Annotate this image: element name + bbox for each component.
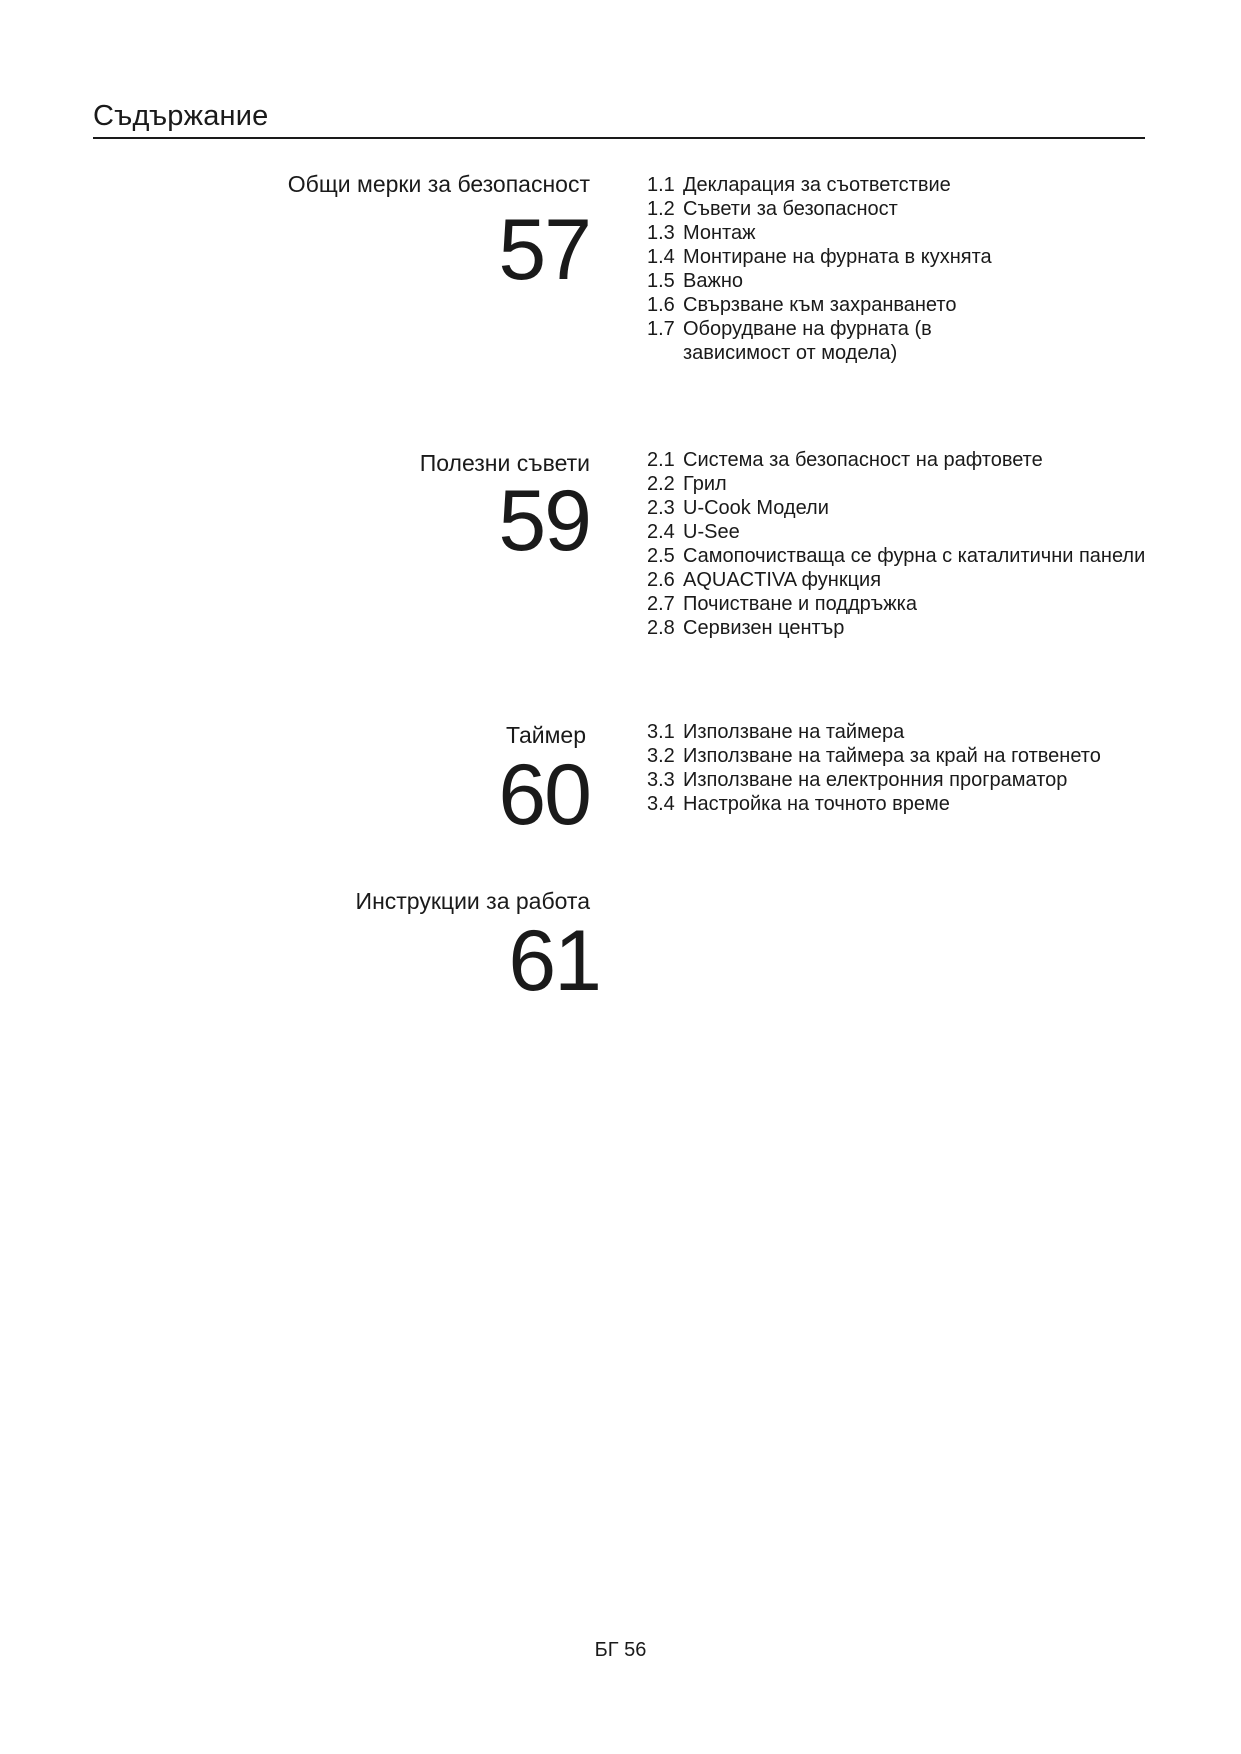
section-heading[interactable]: Инструкции за работа <box>355 888 590 914</box>
toc-item[interactable]: 1.4 Монтиране на фурната в кухнята <box>647 246 992 268</box>
toc-item[interactable]: 2.7 Почистване и поддръжка <box>647 593 917 615</box>
toc-item[interactable]: 1.1 Декларация за съответствие <box>647 174 951 196</box>
section-heading[interactable]: Таймер <box>505 722 586 748</box>
toc-item[interactable]: 2.6 AQUACTIVA функция <box>647 569 882 591</box>
toc-item[interactable]: 2.4 U-See <box>647 521 740 543</box>
toc-item[interactable]: 2.3 U-Cook Модели <box>647 497 829 519</box>
toc-item[interactable]: 3.2 Използване на таймера за край на готвенето <box>647 745 1101 767</box>
toc-item[interactable]: 3.1 Използване на таймера <box>647 721 905 743</box>
section-items <box>647 720 1101 816</box>
toc-item[interactable]: 1.6 Свързване към захранването <box>647 294 957 316</box>
section-heading[interactable]: Общи мерки за безопасност <box>287 171 590 197</box>
toc-item[interactable]: 1.2 Съвети за безопасност <box>647 198 898 220</box>
toc-item[interactable]: 3.4 Настройка на точното време <box>647 793 950 815</box>
toc-item[interactable]: 1.7 Оборудване на фурната (в зависимост от модела) <box>647 318 932 364</box>
section-items <box>647 448 1173 640</box>
section-page-number[interactable]: 60 <box>498 747 590 843</box>
section-page-number[interactable]: 59 <box>498 473 590 569</box>
toc-item[interactable]: 2.8 Сервизен център <box>647 617 845 639</box>
section-page-number[interactable]: 57 <box>498 202 590 298</box>
toc-item[interactable]: 3.3 Използване на електронния програматор <box>647 769 1068 791</box>
toc-item[interactable]: 2.5 Самопочистваща се фурна с каталитични панели <box>647 545 1146 567</box>
toc-item[interactable]: 2.1 Система за безопасност на рафтовете <box>647 449 1043 471</box>
toc-item[interactable]: 2.2 Грил <box>647 473 727 495</box>
section-items <box>647 173 1003 365</box>
page-footer: БГ 56 <box>594 1639 647 1661</box>
toc-item[interactable]: 1.5 Важно <box>647 270 744 292</box>
section-page-number[interactable]: 61 <box>508 913 600 1009</box>
page-title: Съдържание <box>93 100 269 132</box>
section-heading[interactable]: Полезни съвети <box>419 450 590 476</box>
toc-item[interactable]: 1.3 Монтаж <box>647 222 756 244</box>
title-divider <box>93 137 1145 139</box>
